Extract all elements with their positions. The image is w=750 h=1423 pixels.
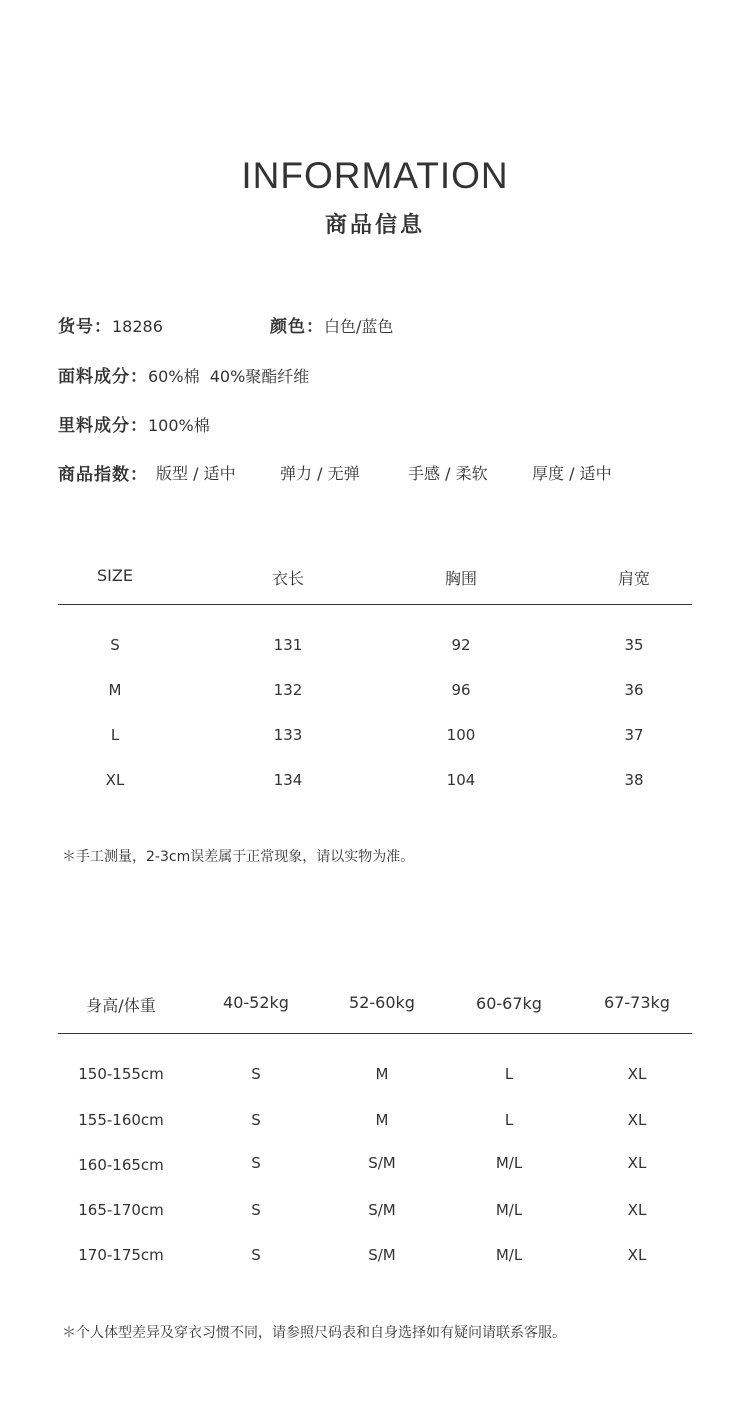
table-cell: 165-170cm	[78, 1201, 164, 1219]
table-cell: 150-155cm	[78, 1065, 164, 1083]
size-header-shoulder: 肩宽	[617, 569, 651, 588]
size-header-size: SIZE	[97, 566, 133, 585]
table-cell: L	[110, 726, 120, 744]
table-cell: M/L	[495, 1246, 523, 1264]
table-cell: XL	[627, 1246, 647, 1264]
lining-value: 100%棉	[148, 416, 210, 435]
table-cell: XL	[627, 1201, 647, 1219]
table-cell: M	[375, 1111, 389, 1129]
table-cell: 133	[273, 726, 303, 744]
table-cell: S	[251, 1111, 261, 1129]
table-cell: S/M	[368, 1246, 396, 1264]
index-item-feel: 手感 / 柔软	[408, 464, 488, 483]
table-cell: 134	[273, 771, 303, 789]
fit-table-divider	[58, 1033, 692, 1034]
table-cell: XL	[627, 1111, 647, 1129]
table-cell: M/L	[495, 1201, 523, 1219]
index-item-stretch: 弹力 / 无弹	[280, 464, 360, 483]
item-no-label: 货号：	[58, 317, 112, 337]
table-cell: S	[251, 1154, 261, 1172]
fit-header-weight-1: 40-52kg	[223, 993, 289, 1012]
lining-label: 里料成分：	[58, 416, 148, 436]
table-cell: 155-160cm	[78, 1111, 164, 1129]
table-cell: 132	[273, 681, 303, 699]
table-cell: M	[108, 681, 122, 699]
fit-header-weight-4: 67-73kg	[604, 993, 670, 1012]
table-cell: L	[504, 1065, 514, 1083]
table-cell: 170-175cm	[78, 1246, 164, 1264]
index-label: 商品指数：	[58, 465, 148, 485]
fabric-label: 面料成分：	[58, 367, 148, 387]
index-item-fit: 版型 / 适中	[156, 464, 236, 483]
fit-header-height-weight: 身高/体重	[86, 996, 156, 1015]
size-note: ＊手工测量，2-3cm误差属于正常现象，请以实物为准。	[62, 849, 415, 865]
info-row-color	[270, 312, 393, 337]
table-cell: S	[110, 636, 120, 654]
table-cell: 36	[624, 681, 644, 699]
fabric-value: 60%棉 40%聚酯纤维	[148, 367, 310, 386]
table-cell: M/L	[495, 1154, 523, 1172]
fit-header-weight-3: 60-67kg	[476, 994, 542, 1013]
fit-note: ＊个人体型差异及穿衣习惯不同，请参照尺码表和自身选择如有疑问请联系客服。	[62, 1325, 566, 1341]
table-cell: XL	[627, 1065, 647, 1083]
table-cell: S	[251, 1065, 261, 1083]
size-table-divider	[58, 604, 692, 605]
table-cell: XL	[627, 1154, 647, 1172]
index-item-thickness: 厚度 / 适中	[532, 464, 612, 483]
page-title-cn: 商品信息	[324, 213, 425, 238]
table-cell: 131	[273, 636, 303, 654]
info-row-fabric	[58, 362, 309, 387]
table-cell: 37	[624, 726, 644, 744]
table-cell: 160-165cm	[78, 1156, 164, 1174]
table-cell: 96	[451, 681, 471, 699]
table-cell: 92	[451, 636, 471, 654]
item-no-value: 18286	[112, 317, 163, 336]
table-cell: S	[251, 1201, 261, 1219]
info-row-index	[58, 460, 678, 485]
fit-header-weight-2: 52-60kg	[349, 993, 415, 1012]
table-cell: XL	[105, 771, 125, 789]
table-cell: S	[251, 1246, 261, 1264]
table-cell: S/M	[368, 1154, 396, 1172]
table-cell: 104	[446, 771, 476, 789]
table-cell: 100	[446, 726, 476, 744]
color-label: 颜色：	[270, 317, 324, 337]
table-cell: S/M	[368, 1201, 396, 1219]
size-header-length: 衣长	[271, 569, 305, 588]
table-cell: M	[375, 1065, 389, 1083]
info-row-lining	[58, 411, 210, 436]
info-row-item-no	[58, 312, 163, 337]
table-cell: 35	[624, 636, 644, 654]
page-title-en: INFORMATION	[241, 155, 509, 196]
color-value: 白色/蓝色	[324, 317, 394, 336]
table-cell: L	[504, 1111, 514, 1129]
table-cell: 38	[624, 771, 644, 789]
size-header-chest: 胸围	[444, 569, 478, 588]
